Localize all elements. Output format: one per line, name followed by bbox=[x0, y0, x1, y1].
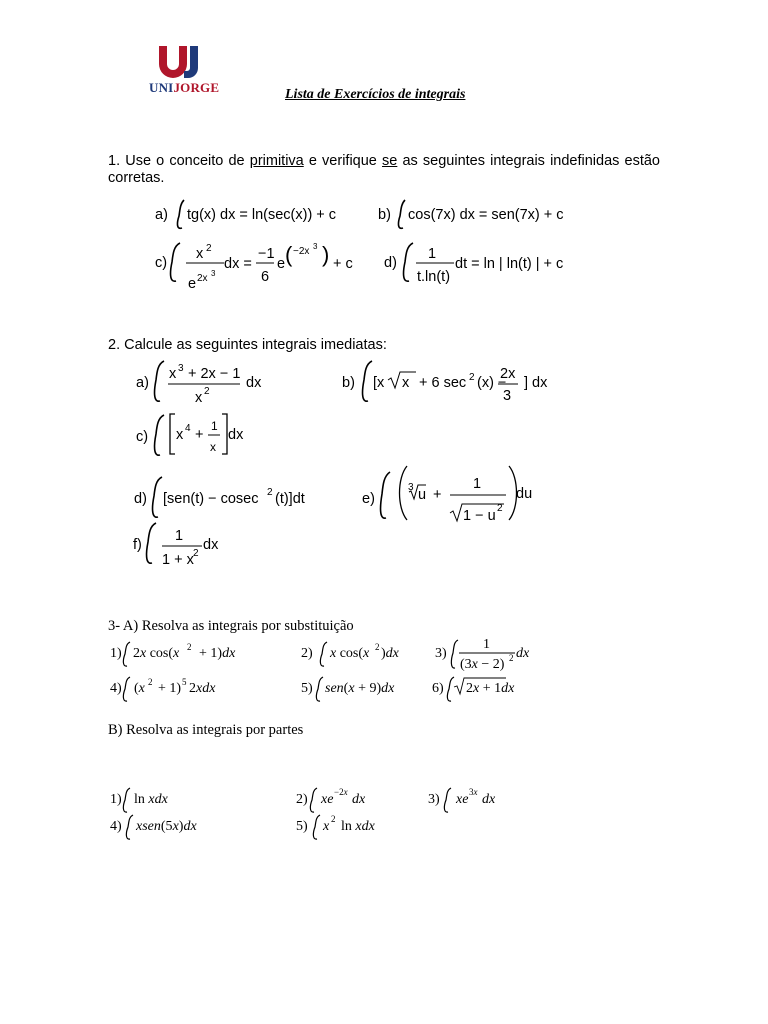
svg-text:2x + 1dx: 2x + 1dx bbox=[466, 681, 515, 696]
svg-text:xe: xe bbox=[321, 792, 334, 807]
svg-text:3: 3 bbox=[503, 388, 512, 404]
q2-item-d bbox=[134, 477, 305, 517]
svg-text:x: x bbox=[169, 366, 177, 382]
q2-e-label: e) bbox=[362, 491, 375, 507]
svg-text:3: 3 bbox=[313, 242, 318, 251]
q1-item-a bbox=[155, 200, 336, 228]
svg-text:−1: −1 bbox=[258, 246, 275, 262]
svg-text:1: 1 bbox=[473, 476, 482, 492]
svg-text:dx =: dx = bbox=[224, 256, 252, 272]
svg-text:(3x − 2): (3x − 2) bbox=[460, 657, 505, 672]
svg-text:e: e bbox=[188, 276, 197, 292]
svg-text:2: 2 bbox=[204, 386, 210, 397]
q1-a-label: a) bbox=[155, 207, 168, 223]
q3a-item-3 bbox=[435, 637, 530, 672]
svg-text:x: x bbox=[176, 427, 184, 443]
svg-text:2x cos(x: 2x cos(x bbox=[133, 646, 180, 661]
q2-item-b bbox=[342, 361, 548, 404]
svg-text:dx: dx bbox=[482, 792, 496, 807]
svg-text:1: 1 bbox=[483, 637, 490, 652]
svg-text:x: x bbox=[323, 819, 330, 834]
svg-text:+ 1)dx: + 1)dx bbox=[199, 646, 236, 661]
svg-text:2: 2 bbox=[497, 503, 503, 514]
logo-name-part1: UNI bbox=[149, 80, 174, 95]
svg-text:4: 4 bbox=[185, 423, 191, 434]
svg-text:xe: xe bbox=[456, 792, 469, 807]
svg-text:u: u bbox=[418, 487, 427, 503]
q1-item-d bbox=[384, 243, 563, 285]
q3b-2-label: 2) bbox=[296, 792, 308, 807]
svg-text:−2x: −2x bbox=[293, 246, 310, 257]
svg-text:e: e bbox=[277, 256, 286, 272]
svg-text:+ c: + c bbox=[333, 256, 353, 272]
svg-text:2: 2 bbox=[267, 487, 273, 498]
q1-b-label: b) bbox=[378, 207, 391, 223]
svg-text:du: du bbox=[516, 486, 533, 502]
q3a-5-label: 5) bbox=[301, 681, 313, 696]
svg-text:6: 6 bbox=[261, 269, 270, 285]
q2-heading: 2. Calcule as seguintes integrais imediatas: bbox=[108, 337, 387, 353]
q2-item-a bbox=[136, 361, 262, 406]
svg-text:3: 3 bbox=[408, 482, 414, 493]
q1-c-label: c) bbox=[155, 255, 168, 271]
svg-text:x: x bbox=[402, 375, 410, 391]
svg-text:2x: 2x bbox=[197, 273, 208, 284]
svg-text:): ) bbox=[322, 242, 330, 267]
svg-text:2: 2 bbox=[469, 372, 475, 383]
svg-text:5: 5 bbox=[182, 677, 187, 687]
svg-text:(t)]dt: (t)]dt bbox=[275, 491, 305, 507]
svg-text:2: 2 bbox=[148, 677, 153, 687]
q3a-6-label: 6) bbox=[432, 681, 444, 696]
svg-text:(x) −: (x) − bbox=[477, 375, 507, 391]
svg-text:x cos(x: x cos(x bbox=[330, 646, 370, 661]
q3a-item-5 bbox=[301, 677, 395, 701]
svg-text:dx: dx bbox=[352, 792, 366, 807]
svg-text:tg(x) dx = ln(sec(x)) + c: tg(x) dx = ln(sec(x)) + c bbox=[187, 207, 337, 223]
q3a-3-label: 3) bbox=[435, 646, 447, 661]
svg-text:2: 2 bbox=[509, 653, 514, 663]
q3a-item-2 bbox=[301, 642, 400, 666]
svg-text:(x: (x bbox=[134, 681, 145, 696]
q1-d-label: d) bbox=[384, 255, 397, 271]
q1-item-c bbox=[155, 242, 353, 292]
q3b-5-label: 5) bbox=[296, 819, 308, 834]
q1-suffix: as seguintes integrais indefinidas estão corretas. bbox=[108, 153, 660, 186]
q3b-4-label: 4) bbox=[110, 819, 122, 834]
q3b-item-5 bbox=[296, 814, 376, 839]
svg-text:3: 3 bbox=[178, 363, 184, 374]
q1-item-b bbox=[378, 200, 564, 228]
q2-d-label: d) bbox=[134, 491, 147, 507]
q2-f-label: f) bbox=[133, 537, 142, 553]
svg-text:[sen(t) − cosec: [sen(t) − cosec bbox=[163, 491, 259, 507]
svg-text:−2x: −2x bbox=[334, 787, 348, 797]
svg-text:(: ( bbox=[285, 242, 293, 267]
q3b-item-3 bbox=[428, 787, 496, 812]
svg-text:1 + x: 1 + x bbox=[162, 552, 194, 568]
q3a-2-label: 2) bbox=[301, 646, 313, 661]
svg-text:ln xdx: ln xdx bbox=[341, 819, 375, 834]
q2-item-c bbox=[136, 414, 244, 455]
svg-text:t.ln(t): t.ln(t) bbox=[417, 269, 451, 285]
svg-text:+ 6 sec: + 6 sec bbox=[419, 375, 467, 391]
svg-text:1: 1 bbox=[175, 528, 184, 544]
q2-a-label: a) bbox=[136, 375, 149, 391]
q1-se: se bbox=[382, 153, 398, 169]
q1-middle: e verifique bbox=[303, 153, 383, 169]
q3b-item-2 bbox=[296, 787, 366, 812]
q3a-item-1 bbox=[110, 642, 236, 666]
svg-text:3x: 3x bbox=[469, 787, 478, 797]
q3b-heading: B) Resolva as integrais por partes bbox=[108, 722, 304, 738]
svg-text:] dx: ] dx bbox=[524, 375, 548, 391]
svg-text:1: 1 bbox=[211, 419, 218, 433]
q2-b-label: b) bbox=[342, 375, 355, 391]
q1-prefix: 1. Use o conceito de bbox=[108, 153, 250, 169]
svg-text:2: 2 bbox=[375, 642, 380, 652]
q3b-item-4 bbox=[110, 815, 197, 839]
svg-text:x: x bbox=[210, 440, 216, 454]
q1-primitiva: primitiva bbox=[249, 153, 304, 169]
svg-text:sen(x + 9)dx: sen(x + 9)dx bbox=[325, 681, 395, 696]
q3a-4-label: 4) bbox=[110, 681, 122, 696]
svg-text:2x: 2x bbox=[500, 366, 516, 382]
svg-text:dx: dx bbox=[516, 646, 530, 661]
svg-text:cos(7x) dx = sen(7x) + c: cos(7x) dx = sen(7x) + c bbox=[408, 207, 564, 223]
svg-text:[x: [x bbox=[373, 375, 385, 391]
svg-text:x: x bbox=[196, 246, 204, 262]
logo-name-part2: JORGE bbox=[173, 80, 220, 95]
svg-text:+ 2x − 1: + 2x − 1 bbox=[188, 366, 241, 382]
svg-text:dx: dx bbox=[203, 537, 219, 553]
q3b-item-1 bbox=[110, 788, 169, 812]
svg-text:2: 2 bbox=[193, 548, 199, 559]
svg-text:1: 1 bbox=[428, 246, 437, 262]
q3a-heading: 3- A) Resolva as integrais por substituição bbox=[108, 618, 354, 634]
svg-text:2: 2 bbox=[206, 243, 212, 254]
svg-text:ln xdx: ln xdx bbox=[134, 792, 168, 807]
svg-text:2: 2 bbox=[331, 814, 336, 824]
q3b-3-label: 3) bbox=[428, 792, 440, 807]
svg-text:dx: dx bbox=[246, 375, 262, 391]
svg-text:+: + bbox=[195, 427, 204, 443]
q2-item-e bbox=[362, 466, 532, 524]
svg-text:+: + bbox=[433, 487, 442, 503]
svg-text:xsen(5x)dx: xsen(5x)dx bbox=[136, 819, 197, 834]
svg-text:1 − u: 1 − u bbox=[463, 508, 496, 524]
q3a-item-6 bbox=[432, 677, 515, 701]
svg-text:3: 3 bbox=[211, 269, 216, 278]
q2-c-label: c) bbox=[136, 429, 149, 445]
q3a-1-label: 1) bbox=[110, 646, 122, 661]
svg-text:)dx: )dx bbox=[381, 646, 399, 661]
q3a-item-4 bbox=[110, 677, 216, 701]
svg-text:2: 2 bbox=[187, 642, 192, 652]
svg-text:+ 1): + 1) bbox=[158, 681, 182, 696]
svg-text:2xdx: 2xdx bbox=[189, 681, 216, 696]
q2-item-f bbox=[133, 523, 219, 568]
svg-text:dt = ln | ln(t) | + c: dt = ln | ln(t) | + c bbox=[455, 256, 564, 272]
q3b-1-label: 1) bbox=[110, 792, 122, 807]
page-title: Lista de Exercícios de integrais bbox=[285, 87, 466, 102]
svg-text:x: x bbox=[195, 390, 203, 406]
svg-text:dx: dx bbox=[228, 427, 244, 443]
